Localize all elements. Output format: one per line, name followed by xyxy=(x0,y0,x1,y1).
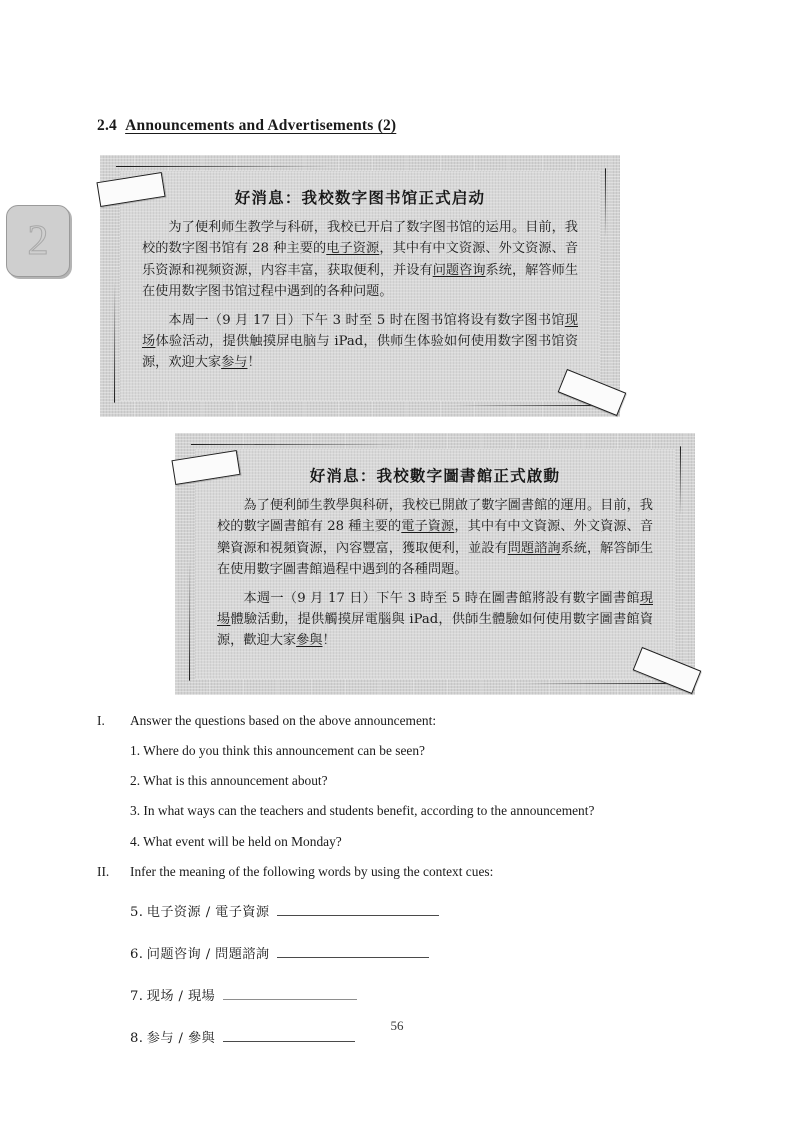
vocabulary-highlight: 現場 xyxy=(217,590,653,627)
vocabulary-number: 7. xyxy=(130,988,144,1004)
vocabulary-highlight: 现场 xyxy=(142,312,578,349)
poster-title: 好消息：我校數字圖書館正式啟動 xyxy=(309,466,561,485)
vocabulary-highlight: 问题咨询 xyxy=(432,262,486,278)
vocabulary-item xyxy=(130,944,717,964)
poster-paragraph: 本周一（9 月 17 日）下午 3 时至 5 时在图书馆将设有数字图书馆现场体验活动，提供触摸屏电脑与 iPad，供师生体验如何使用数字图书馆资源，欢迎大家参与！ xyxy=(142,312,579,371)
vocabulary-term: 问题咨询 / 問題諮詢 xyxy=(146,946,270,962)
vocabulary-highlight: 參與 xyxy=(296,633,323,649)
vocabulary-highlight: 参与 xyxy=(221,355,248,371)
answer-blank[interactable] xyxy=(277,902,439,916)
question-item: 2. What is this announcement about? xyxy=(130,773,328,789)
question-item: 4. What event will be held on Monday? xyxy=(130,833,342,849)
answer-blank[interactable] xyxy=(277,944,429,958)
poster-title: 好消息：我校数字图书馆正式启动 xyxy=(234,188,486,207)
vocabulary-item xyxy=(130,902,717,922)
announcement-poster-traditional xyxy=(175,433,695,695)
vocabulary-highlight: 問題諮詢 xyxy=(507,540,561,556)
chapter-tab xyxy=(6,205,70,277)
vocabulary-number: 5. xyxy=(130,904,144,920)
poster-content xyxy=(195,449,675,679)
part-one-instruction: Answer the questions based on the above announcement: xyxy=(130,713,437,728)
vocabulary-number: 6. xyxy=(130,946,144,962)
vocabulary-number: 8. xyxy=(130,1030,144,1046)
vocabulary-term: 现场 / 現場 xyxy=(146,988,216,1004)
poster-paragraph: 為了便利師生教學與科研，我校已開啟了數字圖書館的運用。目前，我校的數字圖書館有 28 種主要的電子資源，其中有中文資源、外文資源、音樂資源和視頻資源，內容豐富，獲取便利，並設有問題諮詢系統，解答師生在使用數字圖書館過程中遇到的各種問題。 xyxy=(217,498,654,578)
part-two-numeral: II. xyxy=(97,863,110,879)
question-item: 1. Where do you think this announcement can be seen? xyxy=(130,743,425,759)
part-two-instruction: Infer the meaning of the following words by using the context cues: xyxy=(130,863,494,879)
vocabulary-highlight: 电子资源 xyxy=(326,241,380,257)
part-one-numeral: I. xyxy=(97,713,105,728)
poster-paragraph: 为了便利师生教学与科研，我校已开启了数字图书馆的运用。目前，我校的数字图书馆有 28 种主要的电子资源，其中有中文资源、外文资源、音乐资源和视频资源，内容丰富，获取便利，并设有问题咨询系统，解答师生在使用数字图书馆过程中遇到的各种问题。 xyxy=(142,220,579,300)
announcement-poster-simplified xyxy=(100,155,620,417)
question-item: 3. In what ways can the teachers and students benefit, according to the announcement? xyxy=(130,803,595,819)
page-title xyxy=(97,117,396,135)
part-two-instruction-row xyxy=(97,863,717,880)
exercises-section xyxy=(97,712,717,1050)
vocabulary-term: 电子资源 / 電子資源 xyxy=(146,904,270,920)
part-one-instruction-row xyxy=(97,712,717,729)
poster-content xyxy=(120,171,600,401)
chapter-tab-number: 2 xyxy=(27,218,49,264)
answer-blank[interactable] xyxy=(223,986,357,1000)
section-title-text: Announcements and Advertisements (2) xyxy=(125,117,397,134)
vocabulary-item xyxy=(130,986,717,1006)
page-number: 56 xyxy=(390,1018,404,1033)
vocabulary-highlight: 電子資源 xyxy=(401,519,455,535)
vocabulary-term: 参与 / 參與 xyxy=(146,1030,216,1046)
section-number: 2.4 xyxy=(97,117,117,134)
exercise-part-one xyxy=(97,712,717,850)
poster-paragraph: 本週一（9 月 17 日）下午 3 時至 5 時在圖書館將設有數字圖書館現場體驗活動，提供觸摸屏電腦與 iPad，供師生體驗如何使用數字圖書館資源，歡迎大家參與！ xyxy=(217,590,654,649)
